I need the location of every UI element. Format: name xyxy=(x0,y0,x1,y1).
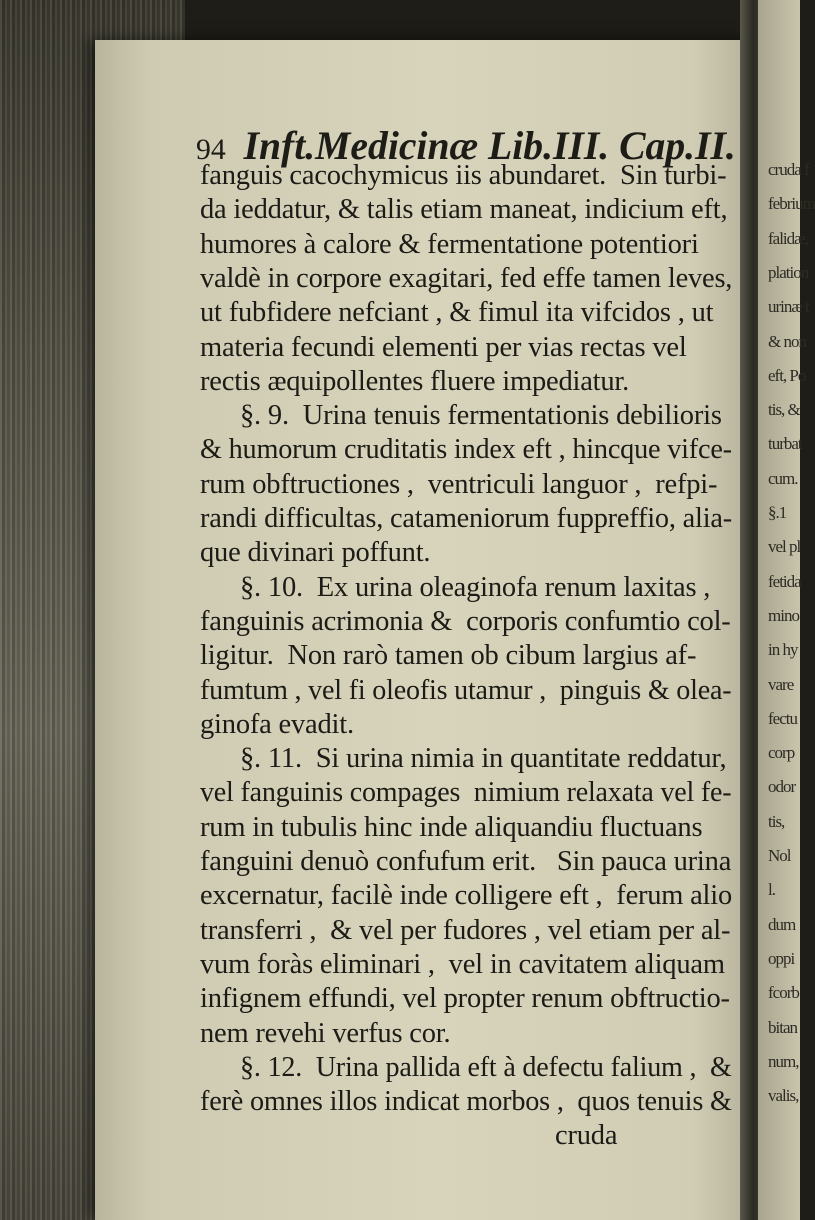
text-line: ferè omnes illos indicat morbos , quos tenuis & xyxy=(200,1086,732,1118)
text-line: vel fanguinis compages nimium relaxata vel fe- xyxy=(200,777,732,809)
facing-page-line: & non xyxy=(768,331,806,351)
page-number: 94 xyxy=(196,133,226,166)
facing-page-line: valis, xyxy=(768,1086,799,1106)
facing-page-line: plation xyxy=(768,262,809,282)
text-line: §. 9. Urina tenuis fermentationis debilioris xyxy=(240,400,722,432)
text-line: materia fecundi elementi per vias rectas vel xyxy=(200,331,687,363)
facing-page-line: bitan xyxy=(768,1017,797,1037)
text-line: ut fubfidere nefciant , & fimul ita vifcidos , ut xyxy=(200,297,714,329)
facing-page-line: cum. xyxy=(768,468,798,488)
text-line: §. 12. Urina pallida eft à defectu falium , & xyxy=(240,1051,732,1083)
text-line: cruda xyxy=(555,1120,618,1152)
text-line: excernatur, facilè inde colligere eft , ferum alio xyxy=(200,880,732,912)
text-line: da ieddatur, & talis etiam maneat, indicium eft, xyxy=(200,194,728,226)
facing-page-line: falidæ, xyxy=(768,228,808,248)
text-line: rum obftructiones , ventriculi languor , refpi- xyxy=(200,468,718,500)
facing-page-line: febrium xyxy=(768,194,815,214)
facing-page-line: tis, & xyxy=(768,400,800,420)
facing-page-line: §.1 xyxy=(768,503,787,522)
text-line: nem revehi verfus cor. xyxy=(200,1017,451,1049)
facing-page-line: fetida xyxy=(768,571,801,591)
running-title: Inft.Medicinæ Lib.III. Cap.II. xyxy=(243,123,736,168)
facing-page-line: vel pl xyxy=(768,537,801,557)
facing-page-line: num, xyxy=(768,1051,799,1071)
facing-page-line: in hy xyxy=(768,640,798,660)
facing-page-fragment xyxy=(758,0,815,1220)
facing-page-line: oppi xyxy=(768,948,795,968)
text-line: transferri , & vel per fudores , vel etiam per al- xyxy=(200,914,731,946)
facing-page-line: turbat xyxy=(768,434,802,454)
text-line: §. 11. Si urina nimia in quantitate reddatur, xyxy=(240,743,727,775)
text-line: §. 10. Ex urina oleaginofa renum laxitas , xyxy=(240,571,711,603)
text-line: infignem effundi, vel propter renum obftructio- xyxy=(200,983,730,1015)
facing-page-line: fcorb xyxy=(768,983,799,1003)
facing-page-line: corp xyxy=(768,743,795,763)
facing-page-line: Nol xyxy=(768,846,791,865)
text-line: ginofa evadit. xyxy=(200,708,354,740)
facing-page-line: dum xyxy=(768,914,796,934)
facing-page-line: tis, xyxy=(768,811,785,831)
facing-page-line: fectu xyxy=(768,708,797,728)
text-line: rectis æquipollentes fluere impediatur. xyxy=(200,365,630,397)
facing-page-line: vare xyxy=(768,674,794,694)
text-line: fanguini denuò confufum erit. Sin pauca urina xyxy=(200,846,732,877)
text-line: humores à calore & fermentatione potentiori xyxy=(200,228,699,260)
text-line: valdè in corpore exagitari, fed effe tamen leves, xyxy=(200,262,733,294)
text-line: randi difficultas, catameniorum fuppreffio, alia- xyxy=(200,503,732,534)
facing-page-line: cruda f xyxy=(768,160,809,179)
facing-page-line: eft, Po xyxy=(768,365,806,385)
text-line: fumtum , vel fi oleofis utamur , pinguis & olea- xyxy=(200,674,732,706)
text-line: fanguinis acrimonia & corporis confumtio col- xyxy=(200,605,731,637)
text-line: que divinari poffunt. xyxy=(200,537,431,569)
text-line: ligitur. Non rarò tamen ob cibum largius af- xyxy=(200,640,697,672)
facing-page-line: l. xyxy=(768,880,775,900)
facing-page-line: urinæ t xyxy=(768,297,809,317)
text-line: fanguis cacochymicus iis abundaret. Sin turbi- xyxy=(200,160,727,191)
text-line: & humorum cruditatis index eft , hincque vifce- xyxy=(200,434,732,466)
text-line: vum foràs eliminari , vel in cavitatem aliquam xyxy=(200,948,725,980)
text-line: rum in tubulis hinc inde aliquandiu fluctuans xyxy=(200,811,703,843)
facing-page-line: odor xyxy=(768,777,796,797)
facing-page-line: mino xyxy=(768,605,799,625)
